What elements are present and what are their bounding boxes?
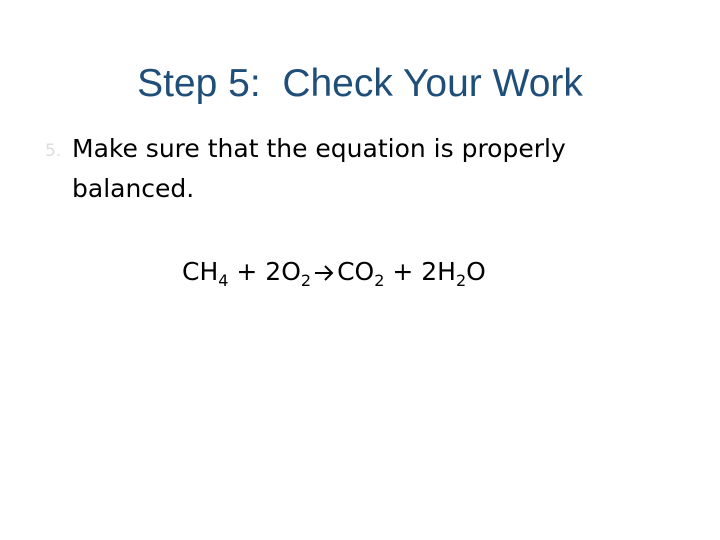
reactant-oxygen-subscript: 2	[300, 271, 312, 290]
list-item-text: Make sure that the equation is properly balanced.	[72, 134, 566, 203]
right-arrow-icon	[313, 255, 335, 295]
product-water-subscript: 2	[455, 271, 467, 290]
reactant-oxygen	[265, 257, 312, 290]
slide-title: Step 5: Check Your Work	[137, 62, 583, 105]
plus-sign: +	[228, 257, 266, 286]
product-carbon-dioxide	[337, 257, 385, 290]
product-water-symbol: 2H	[421, 257, 456, 286]
reactant-methane-subscript: 4	[218, 271, 229, 290]
reactant-methane	[182, 257, 229, 290]
chemical-equation	[182, 252, 486, 295]
list-number: 5.	[45, 141, 62, 161]
reactant-methane-symbol: CH	[182, 257, 219, 286]
product-water-oxygen: O	[466, 257, 486, 286]
product-water	[421, 257, 486, 290]
product-carbon-dioxide-subscript: 2	[374, 271, 385, 290]
plus-sign: +	[384, 257, 422, 286]
reactant-oxygen-symbol: 2O	[265, 257, 301, 286]
product-carbon-dioxide-symbol: CO	[337, 257, 375, 286]
